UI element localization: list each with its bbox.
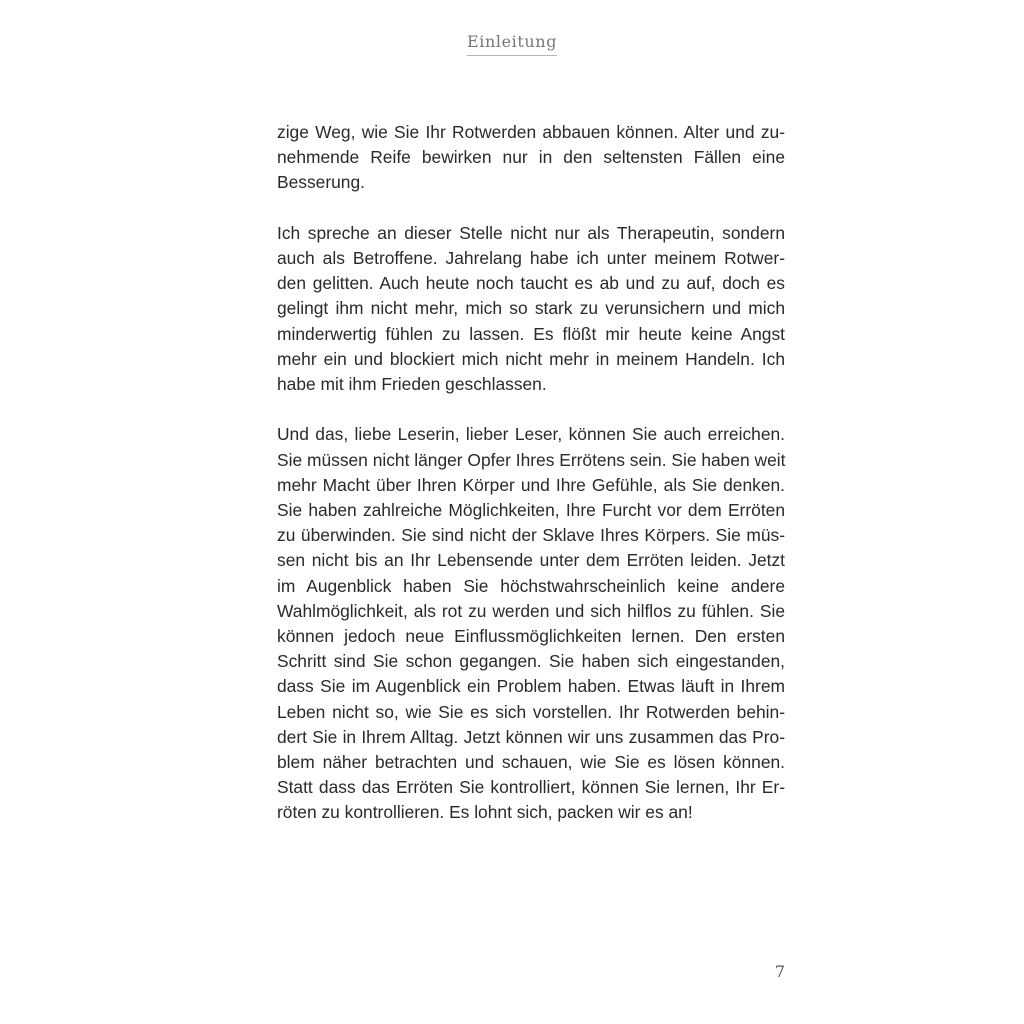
- text-line: dass Sie im Augenblick ein Problem haben. Etwas läuft in Ihrem: [277, 676, 785, 697]
- text-line: mehr ein und blockiert mich nicht mehr in meinem Handeln. Ich: [277, 348, 785, 369]
- text-line: Ich spreche an dieser Stelle nicht nur als Therapeutin, sondern: [277, 222, 785, 243]
- text-line: Besserung.: [277, 172, 365, 193]
- text-line: den gelitten. Auch heute noch taucht es ab und zu auf, doch es: [277, 273, 785, 294]
- paragraph-3: [277, 422, 785, 825]
- text-line: Schritt sind Sie schon gegangen. Sie haben sich eingestanden,: [277, 651, 785, 672]
- text-line: zige Weg, wie Sie Ihr Rotwerden abbauen können. Alter und zu-: [277, 122, 785, 142]
- text-line: Wahlmöglichkeit, als rot zu werden und sich hilflos zu fühlen. Sie: [277, 600, 785, 621]
- text-line: können jedoch neue Einflussmöglichkeiten lernen. Den ersten: [277, 626, 785, 647]
- text-line: auch als Betroffene. Jahrelang habe ich unter meinem Rotwer-: [277, 248, 785, 268]
- paragraph-2: [277, 221, 785, 397]
- page-number: 7: [774, 962, 785, 981]
- text-line: Und das, liebe Leserin, lieber Leser, können Sie auch erreichen.: [277, 424, 785, 445]
- text-line: Leben nicht so, wie Sie es sich vorstellen. Ihr Rotwerden behin-: [277, 701, 785, 722]
- text-line: blem näher betrachten und schauen, wie Sie es lösen können.: [277, 752, 785, 773]
- text-line: Statt dass das Erröten Sie kontrolliert, können Sie lernen, Ihr Er-: [277, 777, 785, 798]
- text-line: Sie haben zahlreiche Möglichkeiten, Ihre Furcht vor dem Erröten: [277, 500, 785, 521]
- text-line: habe mit ihm Frieden geschlassen.: [277, 374, 547, 395]
- text-line: mehr Macht über Ihren Körper und Ihre Gefühle, als Sie denken.: [277, 474, 785, 495]
- text-line: nehmende Reife bewirken nur in den seltensten Fällen eine: [277, 147, 785, 168]
- text-line: Sie müssen nicht länger Opfer Ihres Errötens sein. Sie haben weit: [277, 449, 786, 470]
- text-line: dert Sie in Ihrem Alltag. Jetzt können wir uns zusammen das Pro-: [277, 726, 785, 747]
- text-line: zu überwinden. Sie sind nicht der Sklave Ihres Körpers. Sie müs-: [277, 525, 785, 546]
- text-line: minderwertig fühlen zu lassen. Es flößt mir heute keine Angst: [277, 323, 785, 344]
- body-text: [277, 120, 785, 851]
- text-line: röten zu kontrollieren. Es lohnt sich, packen wir es an!: [277, 802, 693, 823]
- chapter-title: Einleitung: [467, 32, 557, 56]
- text-line: gelingt ihm nicht mehr, mich so stark zu verunsichern und mich: [277, 298, 785, 319]
- text-line: im Augenblick haben Sie höchstwahrscheinlich keine andere: [277, 575, 785, 596]
- running-header: [0, 32, 1024, 56]
- paragraph-1: [277, 120, 785, 196]
- text-line: sen nicht bis an Ihr Lebensende unter dem Erröten leiden. Jetzt: [277, 550, 785, 571]
